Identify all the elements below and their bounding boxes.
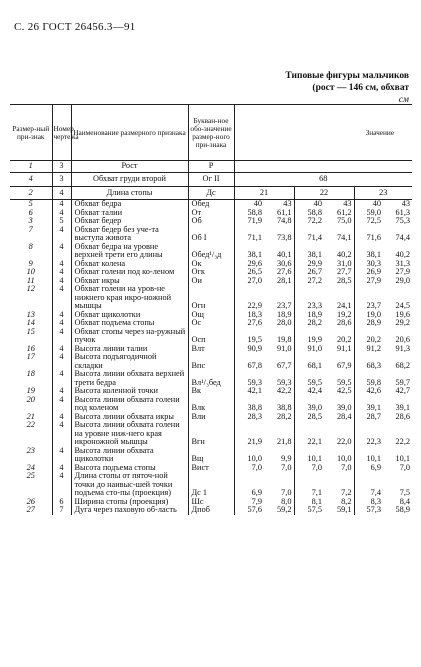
row-value: 19,0 — [354, 311, 383, 320]
row-value: 18,9 — [294, 311, 324, 320]
row-sign: 8 — [28, 241, 33, 251]
row-value: 7,0 — [281, 462, 292, 472]
row-code: Вист — [188, 464, 234, 473]
table-row — [10, 353, 412, 370]
row-name: Высота подъема стопы — [71, 464, 188, 473]
row-code: Об — [188, 217, 234, 226]
row-value: 91,1 — [336, 343, 352, 353]
row-drawing: 4 — [52, 268, 71, 277]
row-value: 27,6 — [276, 267, 292, 276]
row-name: Высота коленной точки — [71, 387, 188, 396]
row-value: 90,9 — [234, 345, 264, 354]
row-sign: 23 — [26, 445, 35, 455]
row-value: 57,3 — [354, 506, 383, 515]
row-value: 38,8 — [276, 403, 292, 412]
row-drawing: 4 — [52, 285, 71, 311]
row-drawing: 4 — [52, 370, 71, 387]
row-value: 21,8 — [276, 437, 292, 446]
row-value: 28,2 — [294, 319, 324, 328]
row-sign: 5 — [28, 199, 33, 208]
table-row — [10, 268, 412, 277]
row-value: 6,9 — [354, 464, 383, 473]
row-value: 28,3 — [234, 413, 264, 422]
colnum-name: Рост — [71, 161, 188, 173]
table-row — [10, 345, 412, 354]
colnum-1: 1 — [10, 161, 52, 173]
row-code: Огк — [188, 268, 234, 277]
row-sign: 13 — [26, 309, 35, 319]
row-value: 19,5 — [234, 328, 264, 345]
colnum-values — [234, 161, 412, 173]
row-value: 28,6 — [395, 411, 411, 421]
row-value: 61,3 — [395, 207, 411, 217]
row-value: 59,2 — [276, 505, 292, 514]
table-row — [10, 472, 412, 498]
row-name: Высота линии обхвата голени под коленом — [71, 396, 188, 413]
row-value: 30,3 — [354, 260, 383, 269]
row-sign: 27 — [26, 505, 35, 514]
row-value: 19,9 — [294, 328, 324, 345]
row-value: 26,5 — [234, 268, 264, 277]
row-value: 20,6 — [395, 335, 411, 344]
row-b-value-2: 22 — [294, 187, 354, 200]
row-a-sign: 4 — [10, 173, 52, 187]
row-value: 7,0 — [341, 462, 352, 472]
row-value: 24,1 — [336, 301, 352, 310]
row-name: Обхват бедер без уче-та выступа живота — [71, 226, 188, 243]
row-value: 10,1 — [354, 447, 383, 464]
row-code: Огн — [188, 285, 234, 311]
row-code: Ои — [188, 277, 234, 286]
row-value: 28,2 — [276, 411, 292, 421]
row-value: 91,3 — [395, 343, 411, 353]
row-value: 40,2 — [336, 250, 352, 259]
row-value: 7,9 — [234, 498, 264, 507]
row-drawing: 4 — [52, 200, 71, 209]
row-value: 28,6 — [336, 318, 352, 327]
row-code: Ок — [188, 260, 234, 269]
row-sign: 18 — [26, 369, 35, 378]
caption-line-2: (рост — 146 см, обхват — [312, 83, 409, 93]
row-value: 43 — [401, 199, 411, 208]
row-code: Дпоб — [188, 506, 234, 515]
row-value: 57,5 — [294, 506, 324, 515]
table-row — [10, 447, 412, 464]
row-code: Влк — [188, 396, 234, 413]
row-value: 67,9 — [336, 360, 352, 370]
row-drawing: 4 — [52, 311, 71, 320]
row-code: От — [188, 209, 234, 218]
row-value: 59,3 — [234, 370, 264, 387]
row-sign: 22 — [26, 420, 35, 429]
row-value: 31,0 — [336, 258, 352, 268]
row-name: Обхват подъема стопы — [71, 319, 188, 328]
row-value: 38,1 — [294, 243, 324, 260]
row-value: 7,0 — [294, 464, 324, 473]
table-body — [10, 161, 412, 515]
table-row — [10, 226, 412, 243]
row-name: Ширина стопы (проекция) — [71, 498, 188, 507]
table-row — [10, 396, 412, 413]
row-value: 8,4 — [399, 496, 411, 506]
row-value: 42,5 — [336, 386, 352, 395]
row-value: 59,8 — [354, 370, 383, 387]
row-value: 58,9 — [395, 505, 411, 514]
row-value: 28,5 — [294, 413, 324, 422]
row-value: 59,5 — [336, 377, 352, 387]
row-value: 73,8 — [276, 233, 292, 242]
row-code: Вщ — [188, 447, 234, 464]
row-value: 18,3 — [234, 311, 264, 320]
table-row — [10, 328, 412, 345]
row-value: 22,3 — [354, 421, 383, 447]
row-code: Ос — [188, 319, 234, 328]
row-value: 28,4 — [336, 411, 352, 421]
measurements-table — [10, 104, 412, 515]
row-code: Дс 1 — [188, 472, 234, 498]
row-value: 27,0 — [234, 277, 264, 286]
table-row — [10, 311, 412, 320]
row-drawing: 4 — [52, 328, 71, 345]
row-value: 19,2 — [336, 309, 352, 319]
table-caption — [239, 70, 409, 106]
row-value: 59,7 — [395, 377, 411, 387]
row-value: 22,0 — [336, 437, 352, 446]
row-value: 74,4 — [395, 233, 411, 242]
row-value: 30,6 — [276, 258, 292, 268]
row-value: 7,0 — [281, 488, 292, 497]
row-value: 40 — [234, 200, 264, 209]
row-value: 10,1 — [294, 447, 324, 464]
table-row — [10, 217, 412, 226]
page-header: С. 26 ГОСТ 26456.3—91 — [14, 21, 136, 33]
row-code: Обед¹/₃д — [188, 243, 234, 260]
row-value: 61,1 — [276, 207, 292, 217]
row-value: 23,7 — [276, 301, 292, 310]
row-code: Ощ — [188, 311, 234, 320]
row-value: 67,8 — [234, 353, 264, 370]
row-a-value: 68 — [234, 173, 412, 187]
row-value: 71,1 — [234, 226, 264, 243]
row-value: 9,9 — [281, 454, 292, 463]
row-name: Обхват голени на уров-не нижнего края икро-ножной мышцы — [71, 285, 188, 311]
row-value: 57,6 — [234, 506, 264, 515]
row-value: 40 — [354, 200, 383, 209]
row-a-drawing: 3 — [52, 173, 71, 187]
colnum-3: 3 — [52, 161, 71, 173]
row-value: 8,3 — [354, 498, 383, 507]
row-value: 72,2 — [294, 217, 324, 226]
row-value: 75,0 — [336, 216, 352, 225]
row-value: 21,9 — [234, 421, 264, 447]
row-value: 22,1 — [294, 421, 324, 447]
row-sign: 17 — [26, 352, 35, 361]
header-value: Значение — [234, 105, 412, 161]
row-name: Обхват щиколотки — [71, 311, 188, 320]
row-code: Об I — [188, 226, 234, 243]
table-row — [10, 243, 412, 260]
row-value: 29,6 — [234, 260, 264, 269]
row-drawing: 4 — [52, 413, 71, 422]
row-name: Обхват талии — [71, 209, 188, 218]
row-value: 42,2 — [276, 386, 292, 395]
row-drawing: 4 — [52, 319, 71, 328]
row-name: Обхват бедер — [71, 217, 188, 226]
table-row — [10, 370, 412, 387]
row-value: 6,9 — [234, 472, 264, 498]
row-drawing: 4 — [52, 345, 71, 354]
row-value: 27,2 — [294, 277, 324, 286]
row-value: 40,1 — [276, 250, 292, 259]
row-value: 42,4 — [294, 387, 324, 396]
row-value: 7,2 — [341, 488, 352, 497]
row-value: 42,7 — [395, 386, 411, 395]
header-name: Наименование размерного признака — [71, 105, 188, 161]
row-value: 28,9 — [354, 319, 383, 328]
row-value: 19,8 — [276, 335, 292, 344]
row-value: 71,9 — [234, 217, 264, 226]
row-value: 59,0 — [354, 209, 383, 218]
row-name: Обхват бедра — [71, 200, 188, 209]
row-value: 29,0 — [395, 275, 411, 285]
row-sign: 7 — [28, 224, 33, 234]
row-code: Вк — [188, 387, 234, 396]
row-b-name: Длина стопы — [71, 187, 188, 200]
row-drawing: 4 — [52, 277, 71, 286]
row-drawing: 4 — [52, 421, 71, 447]
row-drawing: 6 — [52, 498, 71, 507]
row-code: Осп — [188, 328, 234, 345]
row-name: Высота линии обхвата икры — [71, 413, 188, 422]
row-value: 43 — [283, 199, 292, 208]
row-value: 10,1 — [395, 454, 411, 463]
row-value: 7,0 — [399, 462, 411, 472]
table-row — [10, 498, 412, 507]
row-value: 71,4 — [294, 226, 324, 243]
caption-unit: см — [398, 95, 409, 105]
row-value: 26,7 — [294, 268, 324, 277]
row-value: 58,8 — [294, 209, 324, 218]
row-drawing: 4 — [52, 447, 71, 464]
row-name: Высота линии талии — [71, 345, 188, 354]
row-value: 40,2 — [395, 250, 411, 259]
row-value: 23,7 — [354, 285, 383, 311]
row-sign: 14 — [26, 318, 35, 327]
row-b-drawing: 4 — [52, 187, 71, 200]
row-value: 74,1 — [336, 233, 352, 242]
row-drawing: 4 — [52, 387, 71, 396]
row-value: 7,5 — [399, 488, 411, 497]
colnum-code: Р — [188, 161, 234, 173]
row-sign: 19 — [26, 386, 35, 395]
row-value: 59,1 — [336, 505, 352, 514]
row-name: Высота подъягодичной складки — [71, 353, 188, 370]
row-value: 27,7 — [336, 267, 352, 276]
row-value: 22,9 — [234, 285, 264, 311]
row-value: 20,2 — [336, 335, 352, 344]
row-value: 28,1 — [276, 275, 292, 285]
row-value: 74,8 — [276, 216, 292, 225]
row-name: Высота линии обхвата голени на уровне ниж-него края икроножной мышцы — [71, 421, 188, 447]
row-code: Вли — [188, 413, 234, 422]
table-row — [10, 260, 412, 269]
row-value: 7,1 — [294, 472, 324, 498]
header-code: Букван-ное обо-значение размер-ного при-знака — [188, 105, 234, 161]
row-value: 27,9 — [395, 267, 411, 276]
row-value: 59,3 — [276, 377, 292, 387]
row-value: 8,0 — [281, 496, 292, 506]
row-sign: 3 — [28, 216, 33, 225]
row-value: 8,2 — [341, 496, 352, 506]
row-sign: 10 — [26, 267, 35, 276]
row-name: Обхват колена — [71, 260, 188, 269]
row-sign: 12 — [26, 284, 35, 293]
table-row — [10, 506, 412, 515]
row-drawing: 7 — [52, 506, 71, 515]
row-name: Высота линии обхвата верхней трети бедра — [71, 370, 188, 387]
table-row — [10, 421, 412, 447]
row-drawing: 4 — [52, 396, 71, 413]
row-value: 91,0 — [276, 343, 292, 353]
table-row — [10, 387, 412, 396]
row-sign: 26 — [26, 496, 35, 506]
row-value: 61,2 — [336, 207, 352, 217]
row-a-code: Ог II — [188, 173, 234, 187]
row-code: Впс — [188, 353, 234, 370]
row-value: 28,5 — [336, 275, 352, 285]
row-value: 7,0 — [234, 464, 264, 473]
row-name: Обхват бедра на уровне верхней трети его длины — [71, 243, 188, 260]
row-sign: 21 — [26, 411, 35, 421]
row-name: Длина стопы от пяточ-ной точки до наивыс-шей точки подъема сто-пы (проекция) — [71, 472, 188, 498]
row-sign: 16 — [26, 343, 35, 353]
row-sign: 9 — [28, 258, 33, 268]
row-value: 75,3 — [395, 216, 411, 225]
row-value: 10,0 — [336, 454, 352, 463]
row-value: 68,3 — [354, 353, 383, 370]
row-value: 42,1 — [234, 387, 264, 396]
row-value: 71,6 — [354, 226, 383, 243]
row-value: 26,9 — [354, 268, 383, 277]
row-code: Влт — [188, 345, 234, 354]
row-b-value-1: 21 — [234, 187, 294, 200]
row-value: 23,3 — [294, 285, 324, 311]
row-value: 38,1 — [354, 243, 383, 260]
row-value: 27,9 — [354, 277, 383, 286]
row-name: Высота линии обхвата щиколотки — [71, 447, 188, 464]
row-value: 39,0 — [336, 403, 352, 412]
row-value: 8,1 — [294, 498, 324, 507]
row-b-sign: 2 — [10, 187, 52, 200]
row-value: 27,6 — [234, 319, 264, 328]
row-value: 68,1 — [294, 353, 324, 370]
row-value: 29,9 — [294, 260, 324, 269]
row-value: 40 — [294, 200, 324, 209]
row-value: 68,2 — [395, 360, 411, 370]
row-value: 91,2 — [354, 345, 383, 354]
row-name: Дуга через паховую об-ласть — [71, 506, 188, 515]
row-drawing: 4 — [52, 472, 71, 498]
row-name: Обхват стопы через на-ружный пучок — [71, 328, 188, 345]
row-sign: 20 — [26, 394, 35, 404]
header-drawing: Номер чертежа — [52, 105, 71, 161]
row-value: 20,2 — [354, 328, 383, 345]
row-name: Обхват голени под ко-леном — [71, 268, 188, 277]
table-row — [10, 285, 412, 311]
row-sign: 15 — [26, 326, 35, 336]
table-row — [10, 319, 412, 328]
row-value: 31,3 — [395, 258, 411, 268]
row-drawing: 4 — [52, 209, 71, 218]
row-value: 59,5 — [294, 370, 324, 387]
row-sign: 11 — [26, 275, 35, 285]
row-sign: 25 — [26, 471, 35, 480]
row-code: Шс — [188, 498, 234, 507]
row-value: 19,6 — [395, 309, 411, 319]
row-sign: 24 — [26, 462, 35, 472]
row-drawing: 4 — [52, 226, 71, 243]
row-value: 29,2 — [395, 318, 411, 327]
row-value: 42,6 — [354, 387, 383, 396]
row-drawing: 4 — [52, 353, 71, 370]
row-value: 67,7 — [276, 360, 292, 370]
row-value: 72,5 — [354, 217, 383, 226]
row-value: 28,7 — [354, 413, 383, 422]
row-value: 43 — [343, 199, 352, 208]
row-code: Вл¹/₃бед — [188, 370, 234, 387]
table-row — [10, 413, 412, 422]
row-drawing: 4 — [52, 260, 71, 269]
row-value: 38,8 — [234, 396, 264, 413]
table-row — [10, 464, 412, 473]
row-value: 58,8 — [234, 209, 264, 218]
row-name: Обхват икры — [71, 277, 188, 286]
row-value: 22,2 — [395, 437, 411, 446]
row-drawing: 5 — [52, 217, 71, 226]
row-sign: 6 — [28, 207, 33, 217]
row-value: 18,9 — [276, 309, 292, 319]
row-value: 91,0 — [294, 345, 324, 354]
row-value: 28,0 — [276, 318, 292, 327]
caption-line-1: Типовые фигуры мальчиков — [285, 71, 409, 81]
table-row — [10, 277, 412, 286]
row-value: 39,0 — [294, 396, 324, 413]
row-value: 39,1 — [354, 396, 383, 413]
row-value: 7,4 — [354, 472, 383, 498]
row-b-value-3: 23 — [354, 187, 412, 200]
row-value: 24,5 — [395, 301, 411, 310]
row-b-code: Дс — [188, 187, 234, 200]
row-code: Обед — [188, 200, 234, 209]
row-a-name: Обхват груди второй — [71, 173, 188, 187]
table-row — [10, 209, 412, 218]
row-value: 38,1 — [234, 243, 264, 260]
row-value: 39,1 — [395, 403, 411, 412]
row-value: 10,0 — [234, 447, 264, 464]
row-drawing: 4 — [52, 243, 71, 260]
header-sign: Размер-ный при-знак — [10, 105, 52, 161]
table-row — [10, 200, 412, 209]
row-drawing: 4 — [52, 464, 71, 473]
row-code: Вгн — [188, 421, 234, 447]
